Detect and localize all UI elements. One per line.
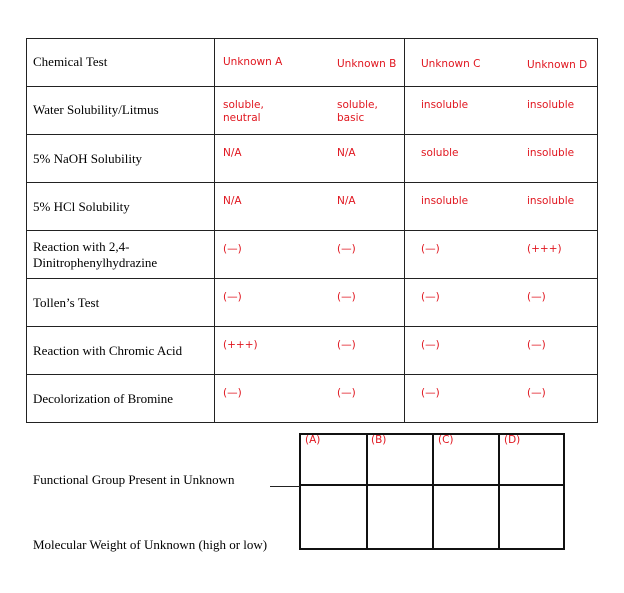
result-unknown-d: (—) xyxy=(527,291,546,303)
table-row xyxy=(27,327,598,375)
result-unknown-c: insoluble xyxy=(421,99,469,111)
result-unknown-c: (—) xyxy=(421,387,440,399)
header-unknown-b: Unknown B xyxy=(337,58,397,70)
header-unknown-a: Unknown A xyxy=(223,56,283,68)
test-name: 5% NaOH Solubility xyxy=(33,151,143,166)
test-name: Decolorization of Bromine xyxy=(33,391,174,406)
result-unknown-d: insoluble xyxy=(527,195,575,207)
grid-label-b: (B) xyxy=(371,434,387,446)
result-unknown-d: insoluble xyxy=(527,147,575,159)
result-unknown-a: (—) xyxy=(223,291,242,303)
test-name: Water Solubility/Litmus xyxy=(33,102,159,117)
result-unknown-a: N/A xyxy=(223,147,242,159)
header-chemical-test: Chemical Test xyxy=(33,54,108,69)
functional-group-underline xyxy=(270,486,300,487)
header-unknown-c: Unknown C xyxy=(421,58,481,70)
result-unknown-c: (—) xyxy=(421,243,440,255)
result-unknown-c: (—) xyxy=(421,291,440,303)
table-row xyxy=(27,231,598,279)
result-unknown-d: (+++) xyxy=(527,243,562,255)
grid-label-d: (D) xyxy=(504,434,521,446)
test-name: Reaction with Chromic Acid xyxy=(33,343,183,358)
result-unknown-b: (—) xyxy=(337,291,356,303)
result-unknown-c: insoluble xyxy=(421,195,469,207)
grid-label-a: (A) xyxy=(305,434,321,446)
result-unknown-d: (—) xyxy=(527,339,546,351)
result-unknown-a: soluble, neutral xyxy=(223,99,264,124)
test-name: Tollen’s Test xyxy=(33,295,100,310)
answer-grid xyxy=(299,433,565,550)
test-name: 5% HCl Solubility xyxy=(33,199,130,214)
result-unknown-a: N/A xyxy=(223,195,242,207)
result-unknown-b: (—) xyxy=(337,387,356,399)
functional-group-label: Functional Group Present in Unknown xyxy=(33,472,235,487)
result-unknown-b: (—) xyxy=(337,339,356,351)
header-unknown-d: Unknown D xyxy=(527,59,588,71)
result-unknown-a: (+++) xyxy=(223,339,258,351)
result-unknown-d: (—) xyxy=(527,387,546,399)
grid-label-c: (C) xyxy=(438,434,454,446)
table-row xyxy=(27,183,598,231)
molecular-weight-label: Molecular Weight of Unknown (high or low) xyxy=(33,537,268,552)
test-name: Reaction with 2,4- Dinitrophenylhydrazine xyxy=(33,239,158,270)
table-row xyxy=(27,135,598,183)
table-row xyxy=(27,375,598,423)
table-row xyxy=(27,87,598,135)
chemical-tests-table xyxy=(26,38,598,423)
result-unknown-b: N/A xyxy=(337,195,356,207)
result-unknown-c: (—) xyxy=(421,339,440,351)
result-unknown-b: (—) xyxy=(337,243,356,255)
result-unknown-a: (—) xyxy=(223,387,242,399)
result-unknown-b: N/A xyxy=(337,147,356,159)
result-unknown-c: soluble xyxy=(421,147,459,159)
table-row xyxy=(27,279,598,327)
result-unknown-b: soluble, basic xyxy=(337,99,378,124)
result-unknown-a: (—) xyxy=(223,243,242,255)
result-unknown-d: insoluble xyxy=(527,99,575,111)
